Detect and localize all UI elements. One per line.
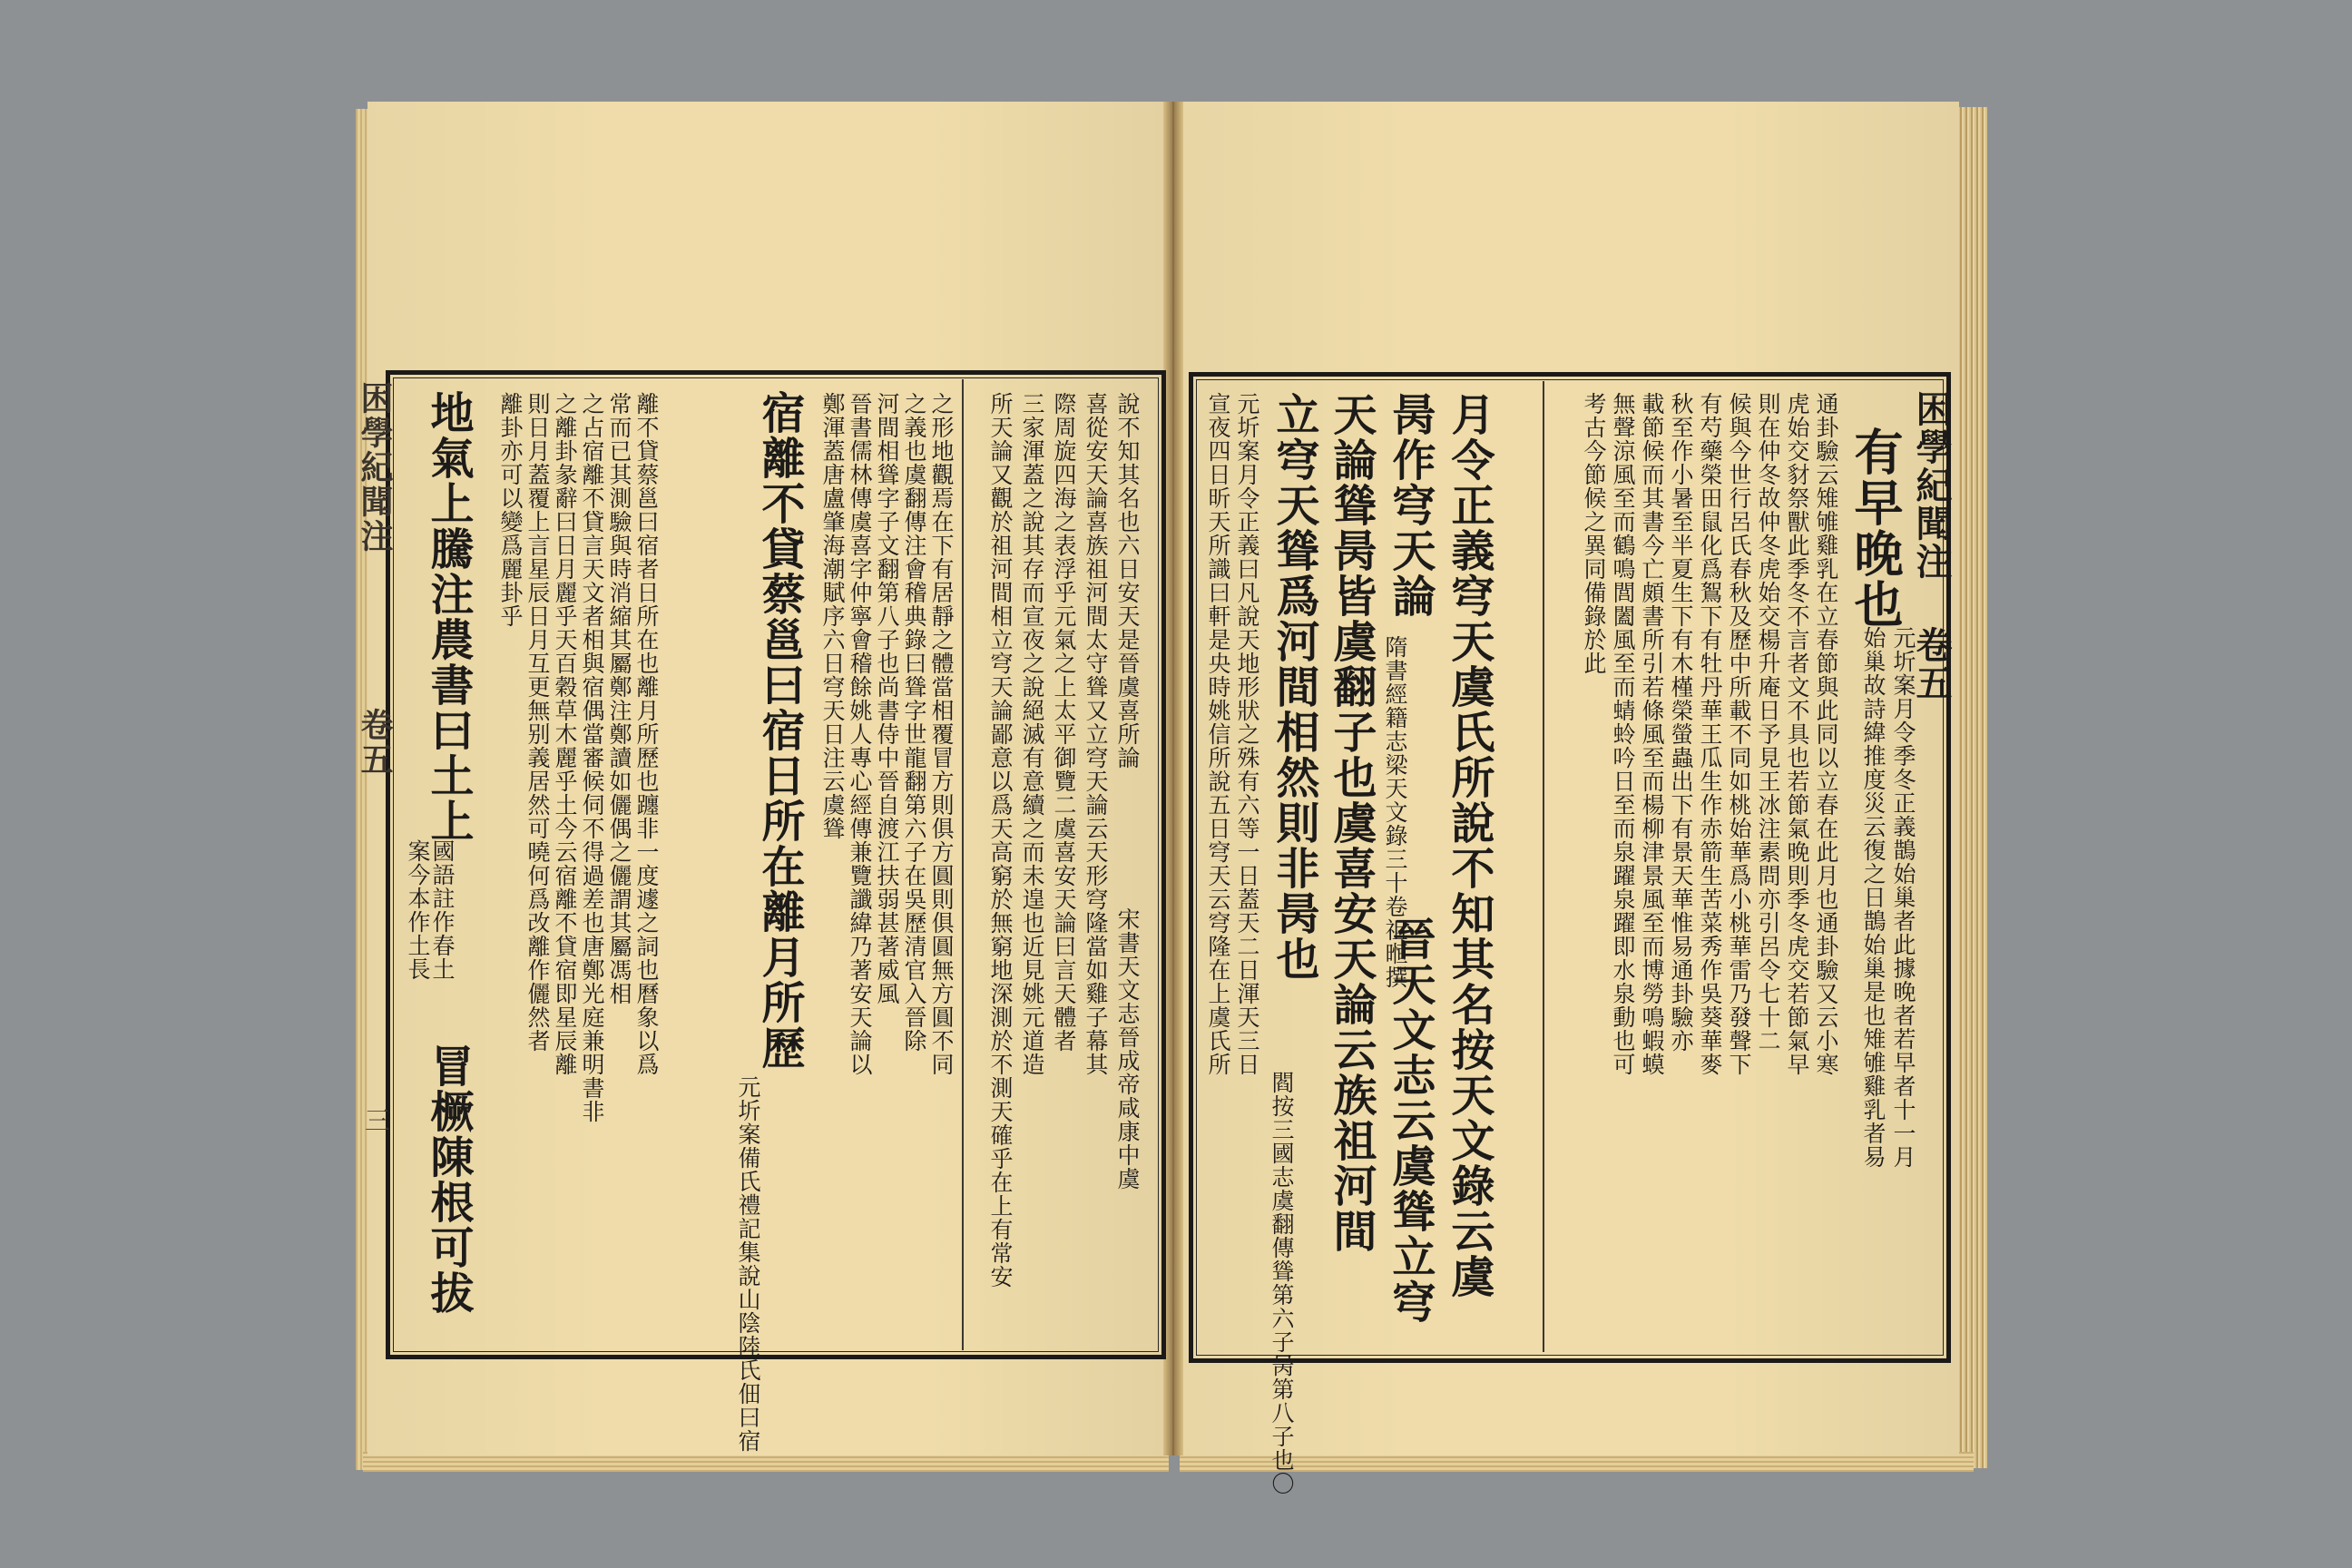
right-margin-volume: 卷五: [1910, 626, 1953, 702]
right-margin-title: 困學紀聞注: [1910, 390, 1953, 581]
left-margin-volume: 卷五: [356, 708, 394, 777]
text-column: 晉天文志云虞聳立穹: [1385, 916, 1436, 1325]
text-column: 月令正義穹天虞氏所說不知其名按天文錄云虞: [1444, 392, 1494, 1299]
annotation-column: 始巢故詩緯推度災云復之日鵲始巢是也雉雊雞乳者易: [1860, 626, 1886, 1169]
annotation-column: 秋至作小暑至半夏生下有木槿榮螢蟲出下有景天華惟易通卦驗亦: [1668, 392, 1694, 1053]
annotation-column: 之離卦彖辭曰日月麗乎天百穀草木麗乎土今云宿離不貸宿即星辰離: [552, 392, 578, 1076]
annotation-column: 元圻案月令季冬正義鵲始巢者此據晚者若早者十一月: [1890, 626, 1916, 1169]
annotation-column: 三家渾蓋之說其存而宣夜之說絕滅有意續之而未遑也近見姚元道造: [1019, 392, 1045, 1076]
annotation-column: 考古今節候之異同備錄於此: [1581, 392, 1607, 675]
annotation-column: 無聲涼風至而鶴鳴閭闔風至而蜻蛉吟日至而泉躍泉躍即水泉動也可: [1610, 392, 1636, 1076]
annotation-column: 載節候而其書今亡頗書所引若條風至而楊柳津景風至而博勞鳴蝦蟆: [1639, 392, 1665, 1076]
annotation-column: 離卦亦可以變爲麗卦乎: [497, 392, 524, 628]
text-column: 有早晚也: [1847, 426, 1905, 630]
text-column: 立穹天聳爲河間相然則非昺也: [1269, 392, 1319, 982]
annotation-column: 虎始交豺祭獸此季冬不言者文不具也若節氣晚則季冬虎交若節氣早: [1784, 392, 1810, 1076]
text-column: 昺作穹天論: [1385, 392, 1436, 619]
annotation-column: 鄭渾蓋唐盧肇海潮賦序六日穹天日注云虞聳: [819, 392, 846, 840]
text-column: 冒橛陳根可拔: [423, 1044, 474, 1316]
annotation-column: 宋書天文志晉成帝咸康中虞: [1114, 907, 1141, 1191]
annotation-column: 河間相聳字子文翻第八子也尚書侍中晉自渡江扶弱甚著威風: [874, 392, 900, 1005]
annotation-column: 際周旋四海之表浮乎元氣之上太平御覽二虞喜安天論曰言天體者: [1051, 392, 1077, 1053]
annotation-column: 則日月蓋覆上言星辰日月互更無别義居然可曉何爲改離作儷然者: [524, 392, 551, 1053]
annotation-column: 之義也虞翻傳注會稽典錄曰聳字世龍翻第六子在吳歷清官入晉除: [901, 392, 927, 1053]
book-gutter: [1163, 102, 1183, 1455]
annotation-column: 所天論又觀於祖河間相立穹天論鄙意以爲天高窮於無窮地深測於不測天確乎在上有常安: [987, 392, 1014, 1289]
annotation-column: 通卦驗云雉雊雞乳在立春節與此同以立春在此月也通卦驗又云小寒: [1813, 392, 1839, 1076]
annotation-column: 宣夜四日昕天所識曰軒是央時姚信所說五日穹天云穹隆在上虞氏所: [1205, 392, 1231, 1076]
text-column: 地氣上騰注農書曰土上: [423, 390, 474, 844]
column-divider: [1543, 381, 1544, 1352]
annotation-column: 閻按三國志虞翻傳聳第六子昺第八子也〇: [1269, 1071, 1295, 1495]
annotation-column: 離不貸蔡邕曰宿者日所在也離月所歷也躔非一度遽之詞也曆象以爲: [633, 392, 660, 1076]
text-column: 宿離不貸蔡邕曰宿日所在離月所歷: [754, 390, 805, 1071]
annotation-column: 說不知其名也六日安天是晉虞喜所論: [1114, 392, 1141, 769]
right-page-stack-edge: [1958, 107, 1987, 1468]
text-column: 天論聳昺皆虞翻子也虞喜安天論云族祖河間: [1326, 392, 1377, 1254]
annotation-column: 元圻案備氏禮記集說山陰陸氏佃曰宿: [735, 1075, 761, 1453]
annotation-column: 則在仲冬故仲冬虎始交楊升庵日予見王冰注素問亦引呂令七十二: [1755, 392, 1781, 1053]
annotation-column: 案今本作土長: [405, 839, 431, 981]
annotation-column: 晉書儒林傳虞喜字仲寧會稽餘姚人專心經傳兼覽讖緯乃著安天論以: [847, 392, 873, 1076]
column-divider: [962, 379, 964, 1350]
annotation-column: 國語註作春土: [429, 839, 456, 981]
annotation-column: 之形地觀焉在下有居靜之體當相覆冒方則俱方圓則俱圓無方圓不同: [928, 392, 955, 1076]
annotation-column: 候與今世行呂氏春秋及歷中所載不同如桃始華爲小桃華雷乃發聲下: [1726, 392, 1752, 1076]
annotation-column: 常而已其測驗與時消縮其屬鄭注鄭讀如儷偶之儷謂其屬馮相: [606, 392, 632, 1005]
annotation-column: 之占宿離不貸言天文者相與宿偶當審候伺不得過差也唐鄭光庭兼明書非: [579, 392, 605, 1123]
annotation-column: 元圻案月令正義曰凡說天地形狀之殊有六等一日蓋天二日渾天三日: [1234, 392, 1260, 1076]
annotation-column: 隋書經籍志梁天文錄三十卷祖暅撰: [1382, 635, 1408, 989]
annotation-column: 有芍藥榮田鼠化爲鴽下有牡丹華王瓜生作赤箭生苦菜秀作吳葵華麥: [1697, 392, 1723, 1076]
page-number: 三: [361, 1107, 391, 1134]
annotation-column: 喜從安天論喜族祖河間太守聳又立穹天論云天形穹隆當如雞子幕其: [1083, 392, 1109, 1076]
left-margin-title: 困學紀聞注: [356, 381, 394, 554]
